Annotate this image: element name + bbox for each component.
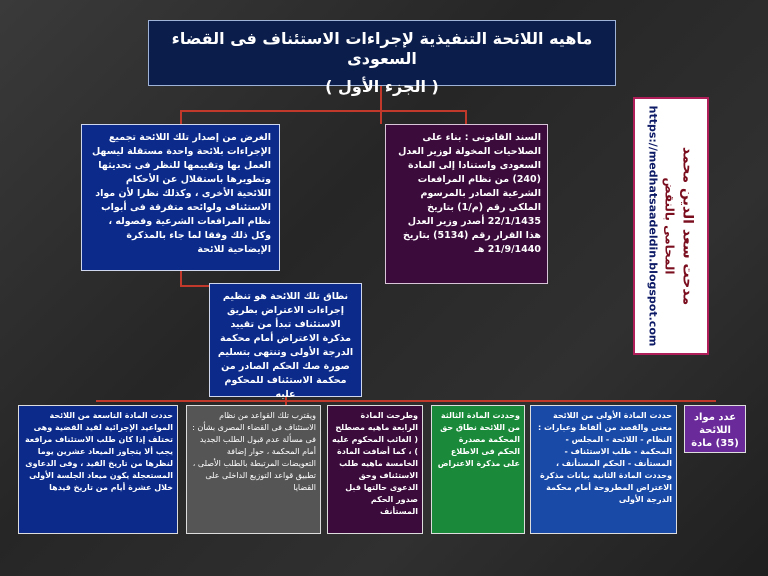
article-nine-box: حددت المادة التاسعة من اللائحة المواعيد الإجرائية لقيد القضية وهى تختلف إذا كان طلب الاستئناف مرافعة يجب ألا يتجاوز الميعاد عشرين يوما لنظرها من تاريخ القيد ، وفى الدعاوى المستعجلة يكون ميعاد الجلسة الأولى خلال عشرة أيام من تاريخ قيدها — [18, 405, 178, 534]
comparison-box: ويقترب تلك القواعد من نظام الاستئناف فى القضاء المصرى بشأن : فى مسألة عدم قبول الطلب الجديد أمام المحكمة ، حوار إضافة التعويضات المرتبطة بالطلب الأصلى ، تطبيق قواعد التوزيع الداخلى على القضايا — [186, 405, 321, 534]
connector-line — [180, 110, 466, 112]
author-panel — [633, 97, 709, 355]
title-part: ( الجزء الأول ) — [325, 77, 439, 96]
connector-line — [180, 271, 182, 286]
article-four-box: وطرحت المادة الرابعة ماهيه مصطلح ( الغائب المحكوم عليه ) ، كما أضافت المادة الخامسة ماهيه طلب الاستئناف وحق الدعوى حالتها قبل صدور الحكم المستأنف — [327, 405, 423, 534]
connector-line — [465, 110, 467, 124]
author-url[interactable]: https://medhatsaadeldin.blogspot.com — [646, 105, 660, 347]
connector-line — [96, 400, 716, 402]
article-one-box: حددت المادة الأولى من اللائحة معنى والقصد من ألفاظ وعبارات : النظام - اللائحة - المجلس - المحكمة - طلب الاستئناف - المستأنف - الحكم المستأنف ، وحددت المادة الثانية بيانات مذكرة الاعتراض المطروحة أمام محكمة الدرجة الأولى — [530, 405, 677, 534]
legal-basis-box: السند القانونى : بناء على الصلاحيات المخولة لوزير العدل السعودى واستنادا إلى المادة (240) من نظام المرافعات الشرعية الصادر بالمرسوم الملكى رقم (م/1) بتاريخ 22/1/1435 أصدر وزير العدل هذا القرار رقم (5134) بتاريخ 21/9/1440 هـ — [385, 124, 548, 284]
author-name: مدحت سعد الدين محمد — [679, 146, 696, 306]
author-role: المحامى بالنقض — [662, 177, 677, 275]
connector-line — [180, 285, 210, 287]
scope-box: نطاق تلك اللائحة هو تنظيم إجراءات الاعتراض بطريق الاستئناف تبدأ من تقييد مذكرة الاعتراض أمام محكمة الدرجة الأولى وتنتهى بتسليم صورة صك الحكم الصادر من محكمة الاستئناف للمحكوم عليه — [209, 283, 362, 397]
slide-title — [148, 20, 616, 96]
connector-line — [180, 110, 182, 124]
purpose-box: الغرض من إصدار تلك اللائحة تجميع الإجراءات بلائحة واحدة مستقلة ليسهل العمل بها وتقييمها للنظر فى تحديثها وتطويرها باستقلال عن الأحكام اللائحية الأخرى ، وكذلك نظرا لأن مواد الاستئناف ولوائحه متفرقة فى أبواب نظام المرافعات الشرعية وفصوله ، وكل ذلك وفقا لما جاء بالمذكرة الإيضاحية للائحة — [81, 124, 280, 271]
article-count-box: عدد مواد اللائحة (35) مادة — [684, 405, 746, 453]
article-three-box: وحددت المادة الثالثة من اللائحة نطاق حق المحكمة مصدرة الحكم فى الاطلاع على مذكرة الاعتراض — [431, 405, 525, 534]
title-main: ماهيه اللائحة التنفيذية لإجراءات الاستئناف فى القضاء السعودى — [171, 29, 593, 68]
